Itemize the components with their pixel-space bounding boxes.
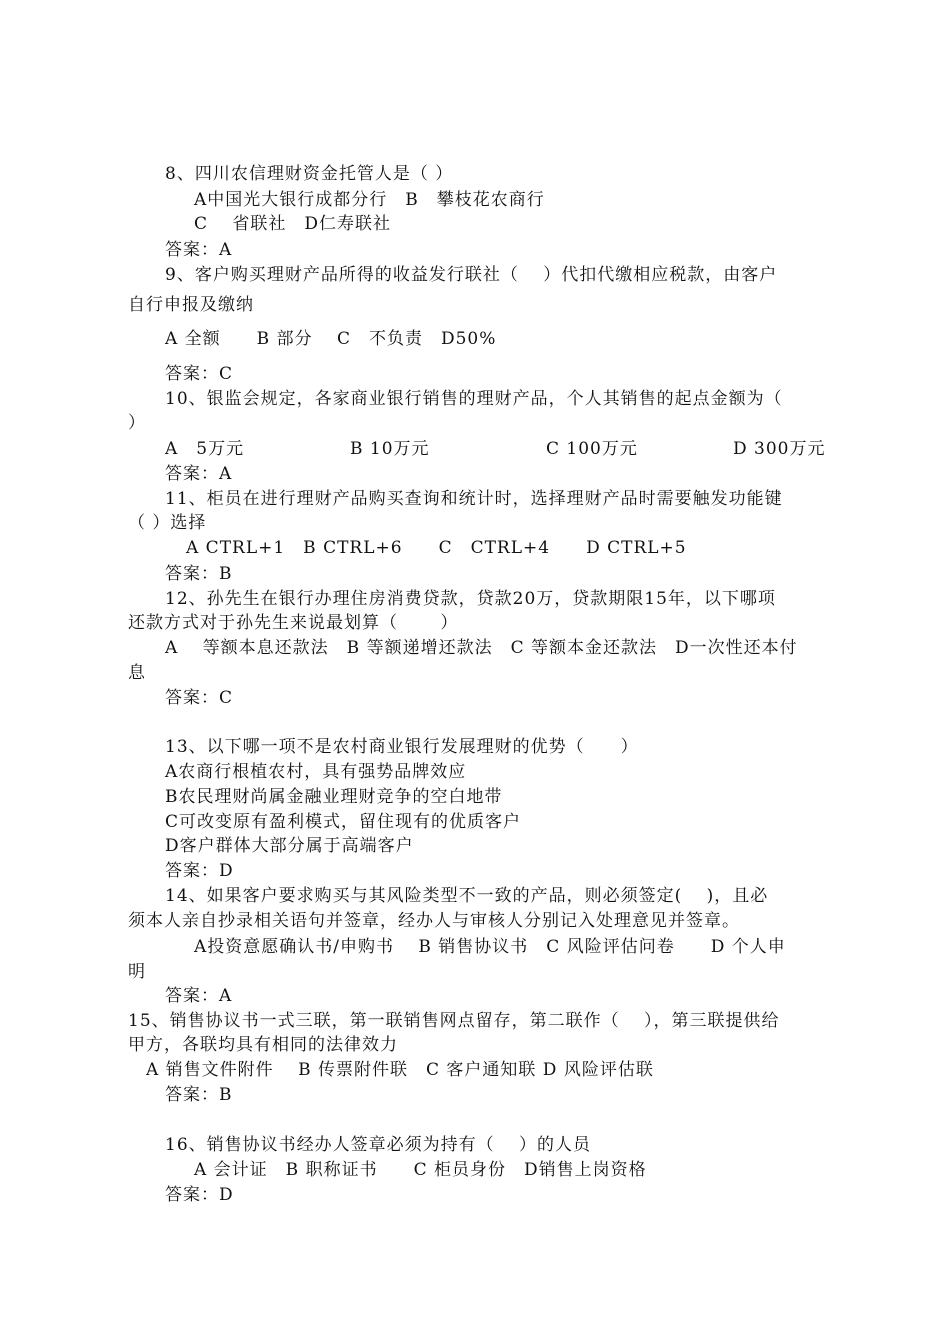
question-10-answer: 答案：A [165,464,233,484]
question-16-answer: 答案：D [165,1185,234,1205]
question-9-stem-line-1: 9、客户购买理财产品所得的收益发行联社（ ）代扣代缴相应税款，由客户 [165,265,778,285]
question-13-stem: 13、以下哪一项不是农村商业银行发展理财的优势（ ） [165,737,639,757]
question-8-options-line-2: C 省联社 D仁寿联社 [194,214,392,234]
question-16-stem: 16、销售协议书经办人签章必须为持有（ ）的人员 [165,1135,592,1155]
question-16-options: A 会计证 B 职称证书 C 柜员身份 D销售上岗资格 [194,1160,647,1180]
question-13-option-a: A农商行根植农村，具有强势品牌效应 [165,762,467,782]
question-14-options-line-2: 明 [128,962,146,982]
question-15-stem-line-1: 15、销售协议书一式三联，第一联销售网点留存，第二联作（ ），第三联提供给 [128,1011,780,1031]
question-11-options: A CTRL+1 B CTRL+6 C CTRL+4 D CTRL+5 [186,538,687,558]
question-10-stem-line-1: 10、银监会规定，各家商业银行销售的理财产品，个人其销售的起点金额为（ [165,389,783,409]
question-14-options-line-1: A投资意愿确认书/申购书 B 销售协议书 C 风险评估问卷 D 个人申 [194,937,786,957]
question-11-stem-line-1: 11、柜员在进行理财产品购买查询和统计时，选择理财产品时需要触发功能键 [165,489,783,509]
question-10-option-b: B 10万元 [350,439,430,459]
question-12-options-line-1: A 等额本息还款法 B 等额递增还款法 C 等额本金还款法 D一次性还本付 [165,638,798,658]
question-13-option-b: B农民理财尚属金融业理财竞争的空白地带 [165,787,503,807]
question-12-options-line-2: 息 [128,663,146,683]
question-8-answer: 答案：A [165,240,233,260]
question-10-option-a: A 5万元 [165,439,245,459]
question-9-stem-line-2: 自行申报及缴纳 [128,295,254,315]
question-15-options: A 销售文件附件 B 传票附件联 C 客户通知联 D 风险评估联 [146,1060,654,1080]
question-14-stem-line-1: 14、如果客户要求购买与其风险类型不一致的产品，则必须签定( )，且必 [165,886,769,906]
question-12-answer: 答案：C [165,688,234,708]
question-11-stem-line-2: （ ）选择 [128,513,207,533]
question-8-options-line-1: A中国光大银行成都分行 B 攀枝花农商行 [194,190,545,210]
question-11-answer: 答案：B [165,564,233,584]
question-12-stem-line-2: 还款方式对于孙先生来说最划算（ ） [128,613,459,633]
question-13-option-c: C可改变原有盈利模式，留住现有的优质客户 [165,812,522,832]
question-10-option-c: C 100万元 [546,439,638,459]
question-10-option-d: D 300万元 [733,439,826,459]
question-13-answer: 答案：D [165,861,234,881]
question-8-stem: 8、四川农信理财资金托管人是（ ） [165,164,454,184]
question-9-answer: 答案：C [165,364,234,384]
question-12-stem-line-1: 12、孙先生在银行办理住房消费贷款，贷款20万，贷款期限15年，以下哪项 [165,589,776,609]
question-15-answer: 答案：B [165,1085,233,1105]
question-13-option-d: D客户群体大部分属于高端客户 [165,836,414,856]
question-9-options: A 全额 B 部分 C 不负责 D50% [165,329,497,349]
question-10-stem-line-2: ） [128,413,146,433]
question-14-stem-line-2: 须本人亲自抄录相关语句并签章，经办人与审核人分别记入处理意见并签章。 [128,911,740,931]
question-14-answer: 答案：A [165,986,233,1006]
question-15-stem-line-2: 甲方，各联均具有相同的法律效力 [128,1035,398,1055]
